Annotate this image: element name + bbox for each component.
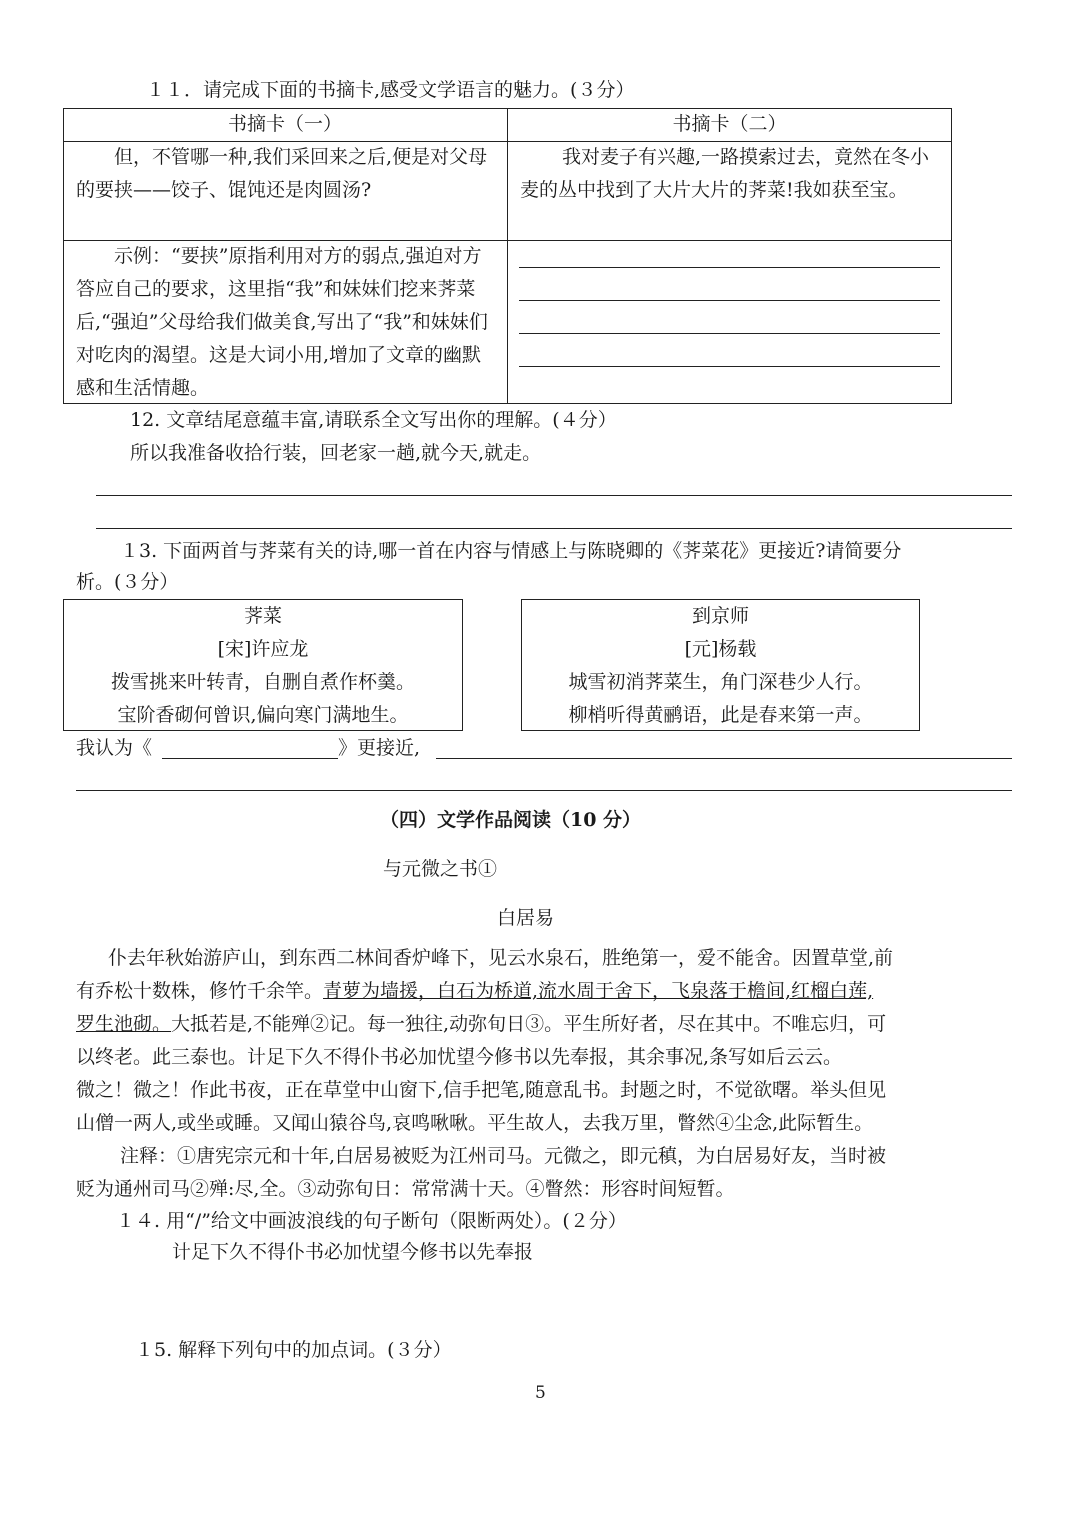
section4-heading: （四）文学作品阅读（10 分） (380, 809, 642, 831)
card2-answer-line[interactable] (519, 333, 940, 334)
card2-answer-line[interactable] (519, 300, 940, 301)
passage-line: 微之！微之！作此书夜，正在草堂中山窗下,信手把笔,随意乱书。封题之时，不觉欲曙。举头但见 (76, 1079, 887, 1101)
q13-poem-choice-blank[interactable] (162, 758, 338, 759)
poem2-title: 到京师 (691, 605, 749, 627)
passage-line: 罗生池砌。大抵若是,不能殚②记。每一独往,动弥旬日③。平生所好者，尽在其中。不唯忘归，可 (76, 1013, 887, 1035)
poem2-box (521, 599, 920, 731)
q13-reason-blank[interactable] (436, 758, 1012, 759)
passage-line: 有乔松十数株，修竹千余竿。青萝为墙援，白石为桥道,流水周于舍下，飞泉落于檐间,红榴白莲, (76, 980, 874, 1002)
poem1-line1: 拨雪挑来叶转青，自删自煮作杯羹。 (110, 671, 415, 693)
poem2-line1: 城雪初消荠菜生，角门深巷少人行。 (568, 671, 873, 693)
page-number: 5 (535, 1383, 546, 1403)
text-title: 与元微之书① (383, 858, 498, 880)
wavy-underlined-sentence: 青萝为墙援，白石为桥道,流水周于舍下，飞泉落于檐间,红榴白莲, (323, 980, 874, 1002)
notes-line: 贬为通州司马②殚:尽,全。③动弥旬日：常常满十天。④瞥然：形容时间短暂。 (76, 1178, 735, 1200)
q12-title: 12. 文章结尾意蕴丰富,请联系全文写出你的理解。(４分） (130, 409, 617, 431)
notes-line: 注释：①唐宪宗元和十年,白居易被贬为江州司马。元微之，即元稹，为白居易好友，当时被 (120, 1145, 887, 1167)
q13-answer-line[interactable] (76, 790, 1012, 791)
wavy-underlined-sentence-end: 罗生池砌。 (76, 1013, 172, 1035)
passage-line: 仆去年秋始游庐山，到东西二林间香炉峰下，见云水泉石，胜绝第一，爱不能舍。因置草堂,前 (108, 947, 894, 969)
card2-quote: 我对麦子有兴趣,一路摸索过去，竟然在冬小麦的丛中找到了大片大片的荠菜!我如获至宝。 (520, 146, 930, 201)
passage-line: 山僧一两人,或坐或睡。又闻山猿谷鸟,哀鸣啾啾。平生故人，去我万里，瞥然④尘念,此际暂生。 (76, 1112, 874, 1134)
poem1-title: 荠菜 (243, 605, 282, 627)
q13-answer-mid: 》更接近, (338, 737, 421, 759)
q11-title: １１．请完成下面的书摘卡,感受文学语言的魅力。(３分） (146, 79, 635, 101)
poem2-line2: 柳梢听得黄鹂语，此是春来第一声。 (568, 704, 873, 726)
q13-title-line1: １3. 下面两首与荠菜有关的诗,哪一首在内容与情感上与陈晓卿的《荠菜花》更接近?请简要分 (120, 540, 902, 562)
poem2-author: [元]杨载 (684, 638, 757, 660)
text-author: 白居易 (497, 907, 555, 929)
q13-answer-prefix: 我认为《 (76, 737, 153, 759)
card2-answer-line[interactable] (519, 366, 940, 367)
poem1-box (63, 599, 463, 731)
poem1-line2: 宝阶香砌何曾识,偏向寒门满地生。 (117, 704, 409, 726)
q12-answer-line[interactable] (96, 495, 1012, 496)
passage-line: 以终老。此三泰也。计足下久不得仆书必加忧望今修书以先奉报，其余事况,条写如后云云。 (76, 1046, 843, 1068)
card2-answer-line[interactable] (519, 267, 940, 268)
card1-quote: 但，不管哪一种,我们采回来之后,便是对父母的要挟——饺子、馄饨还是肉圆汤? (76, 146, 488, 201)
poem1-author: [宋]许应龙 (217, 638, 309, 660)
table-column-divider (507, 108, 508, 404)
q14-title: １４. 用“/”给文中画波浪线的句子断句（限断两处）。(２分） (116, 1210, 627, 1232)
q14-sentence[interactable]: 计足下久不得仆书必加忧望今修书以先奉报 (172, 1241, 534, 1263)
q15-title: １5. 解释下列句中的加点词。(３分） (135, 1339, 452, 1361)
card1-header: 书摘卡（一） (227, 113, 342, 135)
card2-header: 书摘卡（二） (672, 113, 787, 135)
q13-title-line2: 析。(３分） (76, 571, 179, 593)
q12-quote: 所以我准备收拾行装，回老家一趟,就今天,就走。 (130, 442, 542, 464)
card1-example: 示例：“要挟”原指利用对方的弱点,强迫对方答应自己的要求，这里指“我”和妹妹们挖来荠菜后,“强迫”父母给我们做美食,写出了“我”和妹妹们对吃肉的渴望。这是大词小用,增加了文章的幽默感和生活情趣。 (76, 245, 488, 399)
q12-answer-line[interactable] (96, 528, 1012, 529)
